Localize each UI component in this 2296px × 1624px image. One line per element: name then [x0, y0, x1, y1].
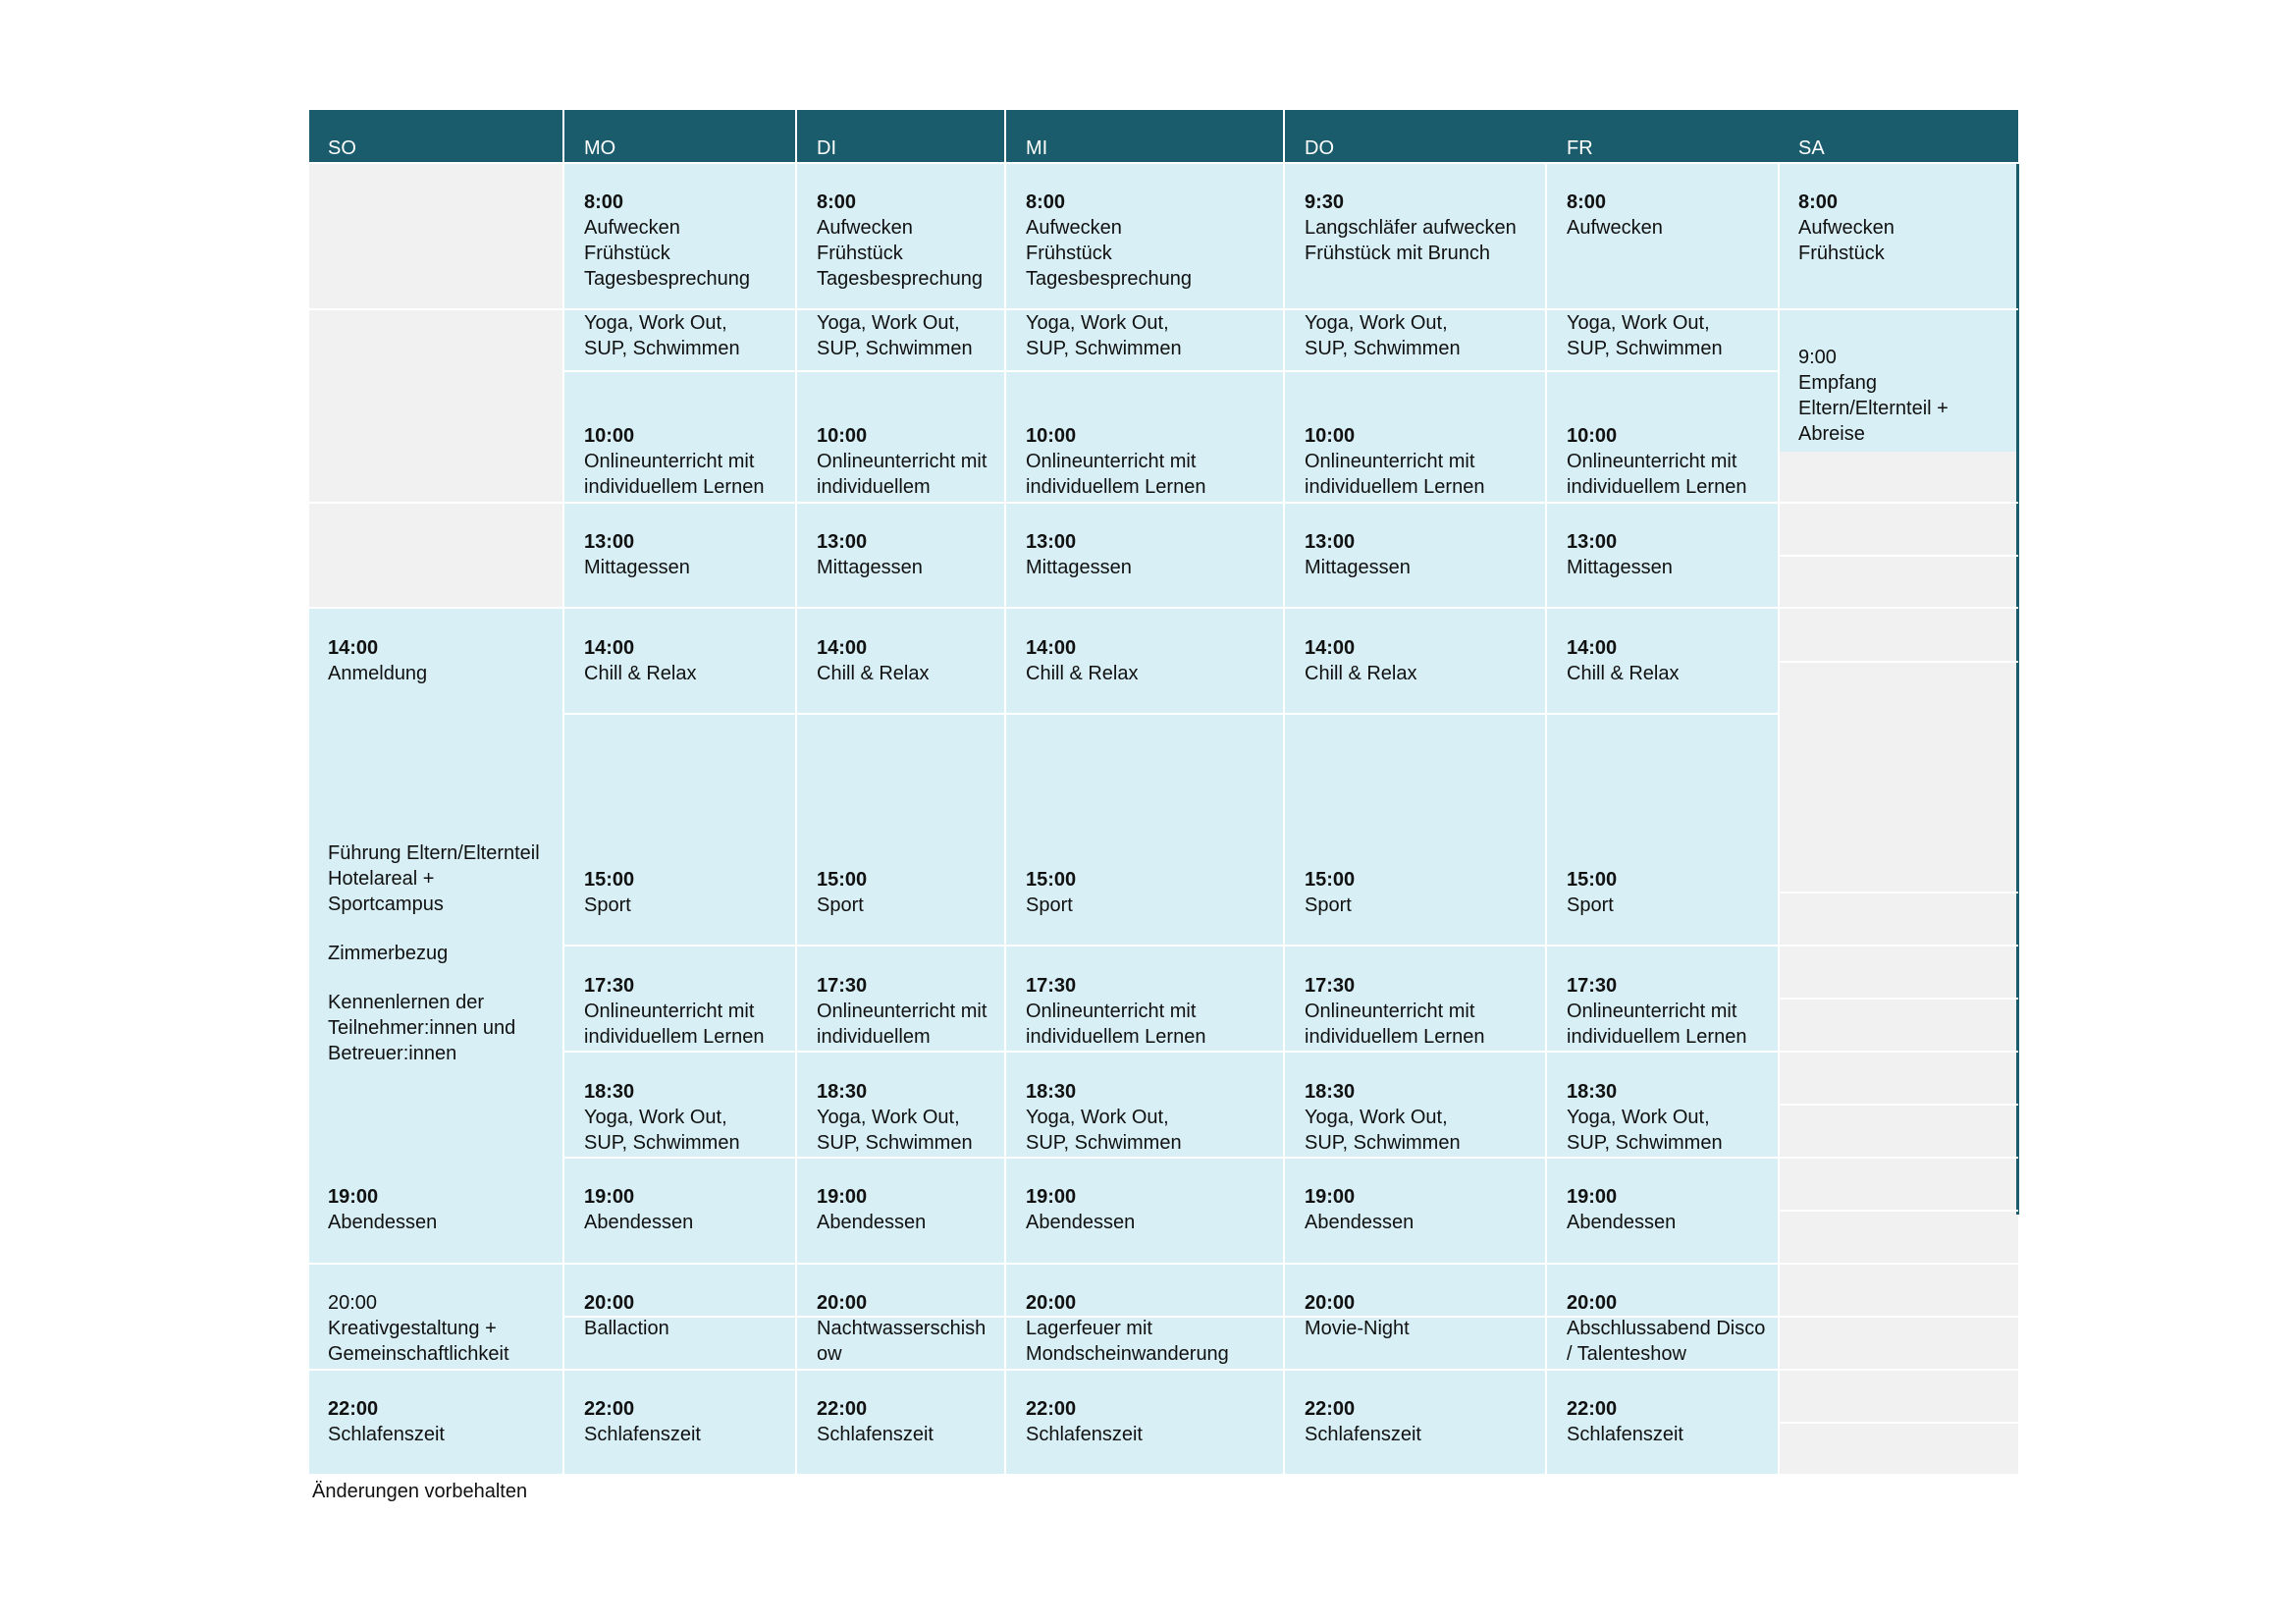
row-divider: [564, 370, 1778, 372]
event-time: 22:00: [817, 1398, 868, 1420]
event-label: Yoga, Work Out,: [817, 1107, 960, 1128]
di-sleep: [817, 1396, 934, 1447]
event-time: 18:30: [1567, 1081, 1618, 1103]
event-time: 13:00: [584, 531, 635, 553]
fr-sport-am: [1567, 310, 1723, 361]
event-time: 20:00: [1026, 1292, 1077, 1314]
event-label: SUP, Schwimmen: [1305, 1132, 1461, 1154]
event-label: Frühstück: [1798, 243, 1885, 264]
event-time: 14:00: [817, 637, 868, 659]
event-label: Tagesbesprechung: [1026, 268, 1193, 290]
event-label: Ballaction: [584, 1318, 669, 1339]
event-time: 8:00: [584, 191, 624, 213]
mi-yoga: [1026, 1079, 1182, 1156]
row-divider: [1780, 1104, 2018, 1106]
mi-sport: [1026, 867, 1076, 918]
di-chill: [817, 635, 929, 686]
mi-sport-am: [1026, 310, 1182, 361]
mi-dinner: [1026, 1184, 1135, 1235]
event-label: Onlineunterricht mit: [584, 1001, 755, 1022]
event-time: 13:00: [1026, 531, 1077, 553]
event-label: Kennenlernen der: [328, 992, 485, 1013]
event-time: 15:00: [584, 869, 635, 891]
column-divider: [1778, 164, 1780, 1475]
event-label: Mittagessen: [1026, 557, 1132, 578]
event-label: Chill & Relax: [1567, 663, 1680, 684]
event-label: individuellem Lernen: [584, 476, 765, 498]
row-divider: [1780, 1316, 2018, 1318]
di-evening: [817, 1290, 986, 1367]
event-time: 15:00: [1305, 869, 1356, 891]
di-online-1: [817, 423, 987, 500]
row-divider: [1780, 308, 2018, 310]
row-divider: [309, 607, 2018, 609]
fr-morning: [1567, 189, 1663, 241]
event-label: Zimmerbezug: [328, 943, 449, 964]
event-label: Lagerfeuer mit: [1026, 1318, 1152, 1339]
event-label: Tagesbesprechung: [584, 268, 751, 290]
di-sport-am: [817, 310, 973, 361]
event-label: Führung Eltern/Elternteil: [328, 842, 540, 864]
event-label: Anmeldung: [328, 663, 428, 684]
event-time: 10:00: [817, 425, 868, 447]
event-time: 22:00: [1305, 1398, 1356, 1420]
event-label: Schlafenszeit: [1567, 1424, 1683, 1445]
event-time: 20:00: [328, 1292, 378, 1314]
event-label: Onlineunterricht mit: [817, 1001, 988, 1022]
event-time: 17:30: [1305, 975, 1356, 997]
event-time: 14:00: [584, 637, 635, 659]
fr-lunch: [1567, 529, 1673, 580]
event-time: 18:30: [1305, 1081, 1356, 1103]
mo-evening: [584, 1290, 669, 1341]
event-label: Abendessen: [328, 1212, 438, 1233]
do-evening: [1305, 1290, 1410, 1341]
event-label: individuellem Lernen: [1026, 1026, 1206, 1048]
mo-lunch: [584, 529, 690, 580]
event-time: 18:30: [817, 1081, 868, 1103]
event-label: Abreise: [1798, 423, 1865, 445]
column-divider: [562, 110, 564, 1475]
column-divider: [1283, 110, 1285, 1475]
event-time: 19:00: [817, 1186, 868, 1208]
event-label: Onlineunterricht mit: [817, 451, 988, 472]
event-label: Abendessen: [1026, 1212, 1136, 1233]
event-time: 8:00: [1798, 191, 1839, 213]
event-label: Langschläfer aufwecken: [1305, 217, 1517, 239]
event-label: SUP, Schwimmen: [817, 1132, 973, 1154]
event-time: 10:00: [1305, 425, 1356, 447]
do-sleep: [1305, 1396, 1421, 1447]
so-kreativ: [328, 1290, 509, 1367]
event-label: Onlineunterricht mit: [1305, 1001, 1475, 1022]
do-sport: [1305, 867, 1355, 918]
mo-sport: [584, 867, 634, 918]
event-label: Aufwecken: [1026, 217, 1122, 239]
row-divider: [1780, 1422, 2018, 1424]
event-label: Yoga, Work Out,: [1305, 312, 1448, 334]
event-label: Sportcampus: [328, 893, 444, 915]
event-time: 17:30: [1567, 975, 1618, 997]
event-label: individuellem Lernen: [1567, 476, 1747, 498]
so-schlaf: [328, 1396, 445, 1447]
event-time: 20:00: [1567, 1292, 1618, 1314]
event-label: Movie-Night: [1305, 1318, 1410, 1339]
mo-yoga: [584, 1079, 740, 1156]
event-time: 15:00: [1026, 869, 1077, 891]
sa-morning: [1798, 189, 1895, 266]
event-label: Nachtwasserschish: [817, 1318, 987, 1339]
do-lunch: [1305, 529, 1411, 580]
event-time: 22:00: [584, 1398, 635, 1420]
event-time: 20:00: [1305, 1292, 1356, 1314]
event-label: Chill & Relax: [584, 663, 697, 684]
event-label: Frühstück: [1026, 243, 1112, 264]
event-time: 13:00: [1567, 531, 1618, 553]
event-label: Schlafenszeit: [817, 1424, 934, 1445]
so-empty-morning: [309, 164, 562, 609]
event-label: individuellem: [817, 476, 931, 498]
fr-dinner: [1567, 1184, 1676, 1235]
mi-sleep: [1026, 1396, 1143, 1447]
mi-lunch: [1026, 529, 1132, 580]
event-time: 18:30: [584, 1081, 635, 1103]
event-time: 22:00: [1567, 1398, 1618, 1420]
event-label: Frühstück: [817, 243, 903, 264]
event-label: Yoga, Work Out,: [1567, 312, 1710, 334]
event-label: Onlineunterricht mit: [1567, 451, 1737, 472]
event-label: Aufwecken: [817, 217, 913, 239]
fr-yoga: [1567, 1079, 1723, 1156]
di-sport: [817, 867, 867, 918]
sa-empty-cell: [1780, 452, 2018, 1474]
sa-empfang: [1798, 345, 1949, 447]
row-divider: [564, 1157, 2018, 1159]
event-time: 20:00: [584, 1292, 635, 1314]
row-divider: [1780, 661, 2018, 663]
event-time: 8:00: [1026, 191, 1066, 213]
column-divider: [1004, 110, 1006, 1475]
mi-chill: [1026, 635, 1138, 686]
event-label: / Talenteshow: [1567, 1343, 1686, 1365]
event-label: Onlineunterricht mit: [1026, 1001, 1197, 1022]
event-label: individuellem Lernen: [584, 1026, 765, 1048]
mo-dinner: [584, 1184, 693, 1235]
fr-online-2: [1567, 973, 1746, 1050]
event-label: Chill & Relax: [1305, 663, 1417, 684]
event-time: 19:00: [328, 1186, 379, 1208]
event-label: Yoga, Work Out,: [1026, 1107, 1169, 1128]
event-label: Abendessen: [817, 1212, 927, 1233]
event-time: 14:00: [328, 637, 379, 659]
do-online-2: [1305, 973, 1484, 1050]
row-divider: [1780, 998, 2018, 1000]
fr-sleep: [1567, 1396, 1683, 1447]
day-header-so: SO: [328, 137, 356, 159]
event-time: 10:00: [584, 425, 635, 447]
event-label: Sport: [1305, 894, 1352, 916]
event-label: SUP, Schwimmen: [584, 1132, 740, 1154]
row-divider: [564, 1051, 2018, 1053]
event-label: individuellem Lernen: [1026, 476, 1206, 498]
event-time: 17:30: [1026, 975, 1077, 997]
event-label: Abendessen: [1305, 1212, 1415, 1233]
row-divider: [564, 945, 2018, 947]
day-header-fr: FR: [1567, 137, 1593, 159]
day-header-do: DO: [1305, 137, 1334, 159]
event-time: 8:00: [1567, 191, 1607, 213]
event-label: Yoga, Work Out,: [1305, 1107, 1448, 1128]
event-label: Tagesbesprechung: [817, 268, 984, 290]
mi-online-2: [1026, 973, 1205, 1050]
event-time: 14:00: [1305, 637, 1356, 659]
event-label: individuellem Lernen: [1567, 1026, 1747, 1048]
day-header-bar: [309, 110, 2018, 162]
di-yoga: [817, 1079, 973, 1156]
di-online-2: [817, 973, 987, 1050]
event-time: 14:00: [1567, 637, 1618, 659]
event-time: 22:00: [1026, 1398, 1077, 1420]
event-label: Teilnehmer:innen und: [328, 1017, 516, 1039]
event-label: Mittagessen: [1567, 557, 1673, 578]
event-label: individuellem: [817, 1026, 931, 1048]
do-online-1: [1305, 423, 1484, 500]
event-time: 9:00: [1798, 347, 1837, 368]
column-divider: [795, 110, 797, 1475]
event-label: Abschlussabend Disco: [1567, 1318, 1766, 1339]
event-time: 20:00: [817, 1292, 868, 1314]
mo-online-2: [584, 973, 764, 1050]
row-divider: [309, 1263, 2018, 1265]
event-label: Eltern/Elternteil +: [1798, 398, 1949, 419]
event-label: Yoga, Work Out,: [1026, 312, 1169, 334]
mo-sleep: [584, 1396, 701, 1447]
day-header-mo: MO: [584, 137, 616, 159]
event-label: Mittagessen: [584, 557, 690, 578]
row-divider: [564, 713, 1778, 715]
do-chill: [1305, 635, 1416, 686]
row-divider: [1780, 892, 2018, 893]
di-dinner: [817, 1184, 926, 1235]
mo-sport-am: [584, 310, 740, 361]
event-label: Yoga, Work Out,: [817, 312, 960, 334]
event-label: Aufwecken: [1567, 217, 1663, 239]
di-lunch: [817, 529, 923, 580]
event-time: 17:30: [584, 975, 635, 997]
fr-evening: [1567, 1290, 1765, 1367]
event-time: 15:00: [1567, 869, 1618, 891]
do-sport-am: [1305, 310, 1461, 361]
event-label: Abendessen: [1567, 1212, 1677, 1233]
event-label: Chill & Relax: [817, 663, 930, 684]
so-abendessen: [328, 1184, 437, 1235]
event-label: Chill & Relax: [1026, 663, 1139, 684]
sa-right-border: [2016, 164, 2019, 1215]
mi-morning: [1026, 189, 1192, 292]
row-divider: [1780, 1210, 2018, 1212]
event-time: 15:00: [817, 869, 868, 891]
mo-chill: [584, 635, 696, 686]
event-label: SUP, Schwimmen: [1026, 338, 1182, 359]
event-label: Gemeinschaftlichkeit: [328, 1343, 509, 1365]
event-time: 17:30: [817, 975, 868, 997]
event-label: SUP, Schwimmen: [584, 338, 740, 359]
mi-online-1: [1026, 423, 1205, 500]
event-label: Schlafenszeit: [328, 1424, 445, 1445]
event-label: Onlineunterricht mit: [1305, 451, 1475, 472]
event-time: 19:00: [1026, 1186, 1077, 1208]
event-time: 22:00: [328, 1398, 379, 1420]
event-time: 19:00: [584, 1186, 635, 1208]
fr-online-1: [1567, 423, 1746, 500]
mo-online-1: [584, 423, 764, 500]
event-label: individuellem Lernen: [1305, 1026, 1485, 1048]
event-label: Schlafenszeit: [1026, 1424, 1143, 1445]
day-header-sa: SA: [1798, 137, 1825, 159]
event-label: Sport: [1567, 894, 1614, 916]
event-label: Sport: [584, 894, 631, 916]
event-label: ow: [817, 1343, 842, 1365]
do-dinner: [1305, 1184, 1414, 1235]
event-label: Aufwecken: [1798, 217, 1895, 239]
column-divider: [1545, 164, 1547, 1475]
day-header-di: DI: [817, 137, 836, 159]
event-time: 14:00: [1026, 637, 1077, 659]
event-label: Schlafenszeit: [584, 1424, 701, 1445]
do-yoga: [1305, 1079, 1461, 1156]
event-label: Frühstück mit Brunch: [1305, 243, 1490, 264]
event-label: Frühstück: [584, 243, 670, 264]
event-time: 13:00: [1305, 531, 1356, 553]
event-time: 19:00: [1567, 1186, 1618, 1208]
event-time: 10:00: [1567, 425, 1618, 447]
event-label: SUP, Schwimmen: [1567, 1132, 1723, 1154]
footnote: Änderungen vorbehalten: [312, 1481, 528, 1502]
event-label: SUP, Schwimmen: [1305, 338, 1461, 359]
event-label: Onlineunterricht mit: [1026, 451, 1197, 472]
event-label: Kreativgestaltung +: [328, 1318, 497, 1339]
fr-chill: [1567, 635, 1679, 686]
do-morning: [1305, 189, 1517, 266]
di-morning: [817, 189, 983, 292]
row-divider: [309, 502, 2018, 504]
event-label: Onlineunterricht mit: [1567, 1001, 1737, 1022]
event-time: 10:00: [1026, 425, 1077, 447]
so-fuehrung: [328, 840, 540, 1066]
event-label: Yoga, Work Out,: [584, 312, 727, 334]
event-time: 8:00: [817, 191, 857, 213]
event-label: SUP, Schwimmen: [1567, 338, 1723, 359]
event-label: individuellem Lernen: [1305, 476, 1485, 498]
so-anmeldung: [328, 635, 427, 686]
event-label: Sport: [1026, 894, 1073, 916]
event-time: 19:00: [1305, 1186, 1356, 1208]
event-label: Abendessen: [584, 1212, 694, 1233]
event-label: Betreuer:innen: [328, 1043, 457, 1064]
event-label: Schlafenszeit: [1305, 1424, 1421, 1445]
event-label: Empfang: [1798, 372, 1878, 394]
event-label: Mittagessen: [1305, 557, 1411, 578]
row-divider: [309, 1369, 2018, 1371]
event-label: Yoga, Work Out,: [1567, 1107, 1710, 1128]
mi-evening: [1026, 1290, 1229, 1367]
event-label: SUP, Schwimmen: [817, 338, 973, 359]
event-label: Mondscheinwanderung: [1026, 1343, 1229, 1365]
event-label: Yoga, Work Out,: [584, 1107, 727, 1128]
event-label: Onlineunterricht mit: [584, 451, 755, 472]
event-label: Hotelareal +: [328, 868, 435, 890]
event-label: Mittagessen: [817, 557, 923, 578]
event-time: 18:30: [1026, 1081, 1077, 1103]
event-label: SUP, Schwimmen: [1026, 1132, 1182, 1154]
event-time: 9:30: [1305, 191, 1345, 213]
day-header-mi: MI: [1026, 137, 1048, 159]
fr-sport: [1567, 867, 1617, 918]
event-label: Aufwecken: [584, 217, 680, 239]
mo-morning: [584, 189, 750, 292]
event-time: 13:00: [817, 531, 868, 553]
row-divider: [1780, 555, 2018, 557]
event-label: Sport: [817, 894, 864, 916]
